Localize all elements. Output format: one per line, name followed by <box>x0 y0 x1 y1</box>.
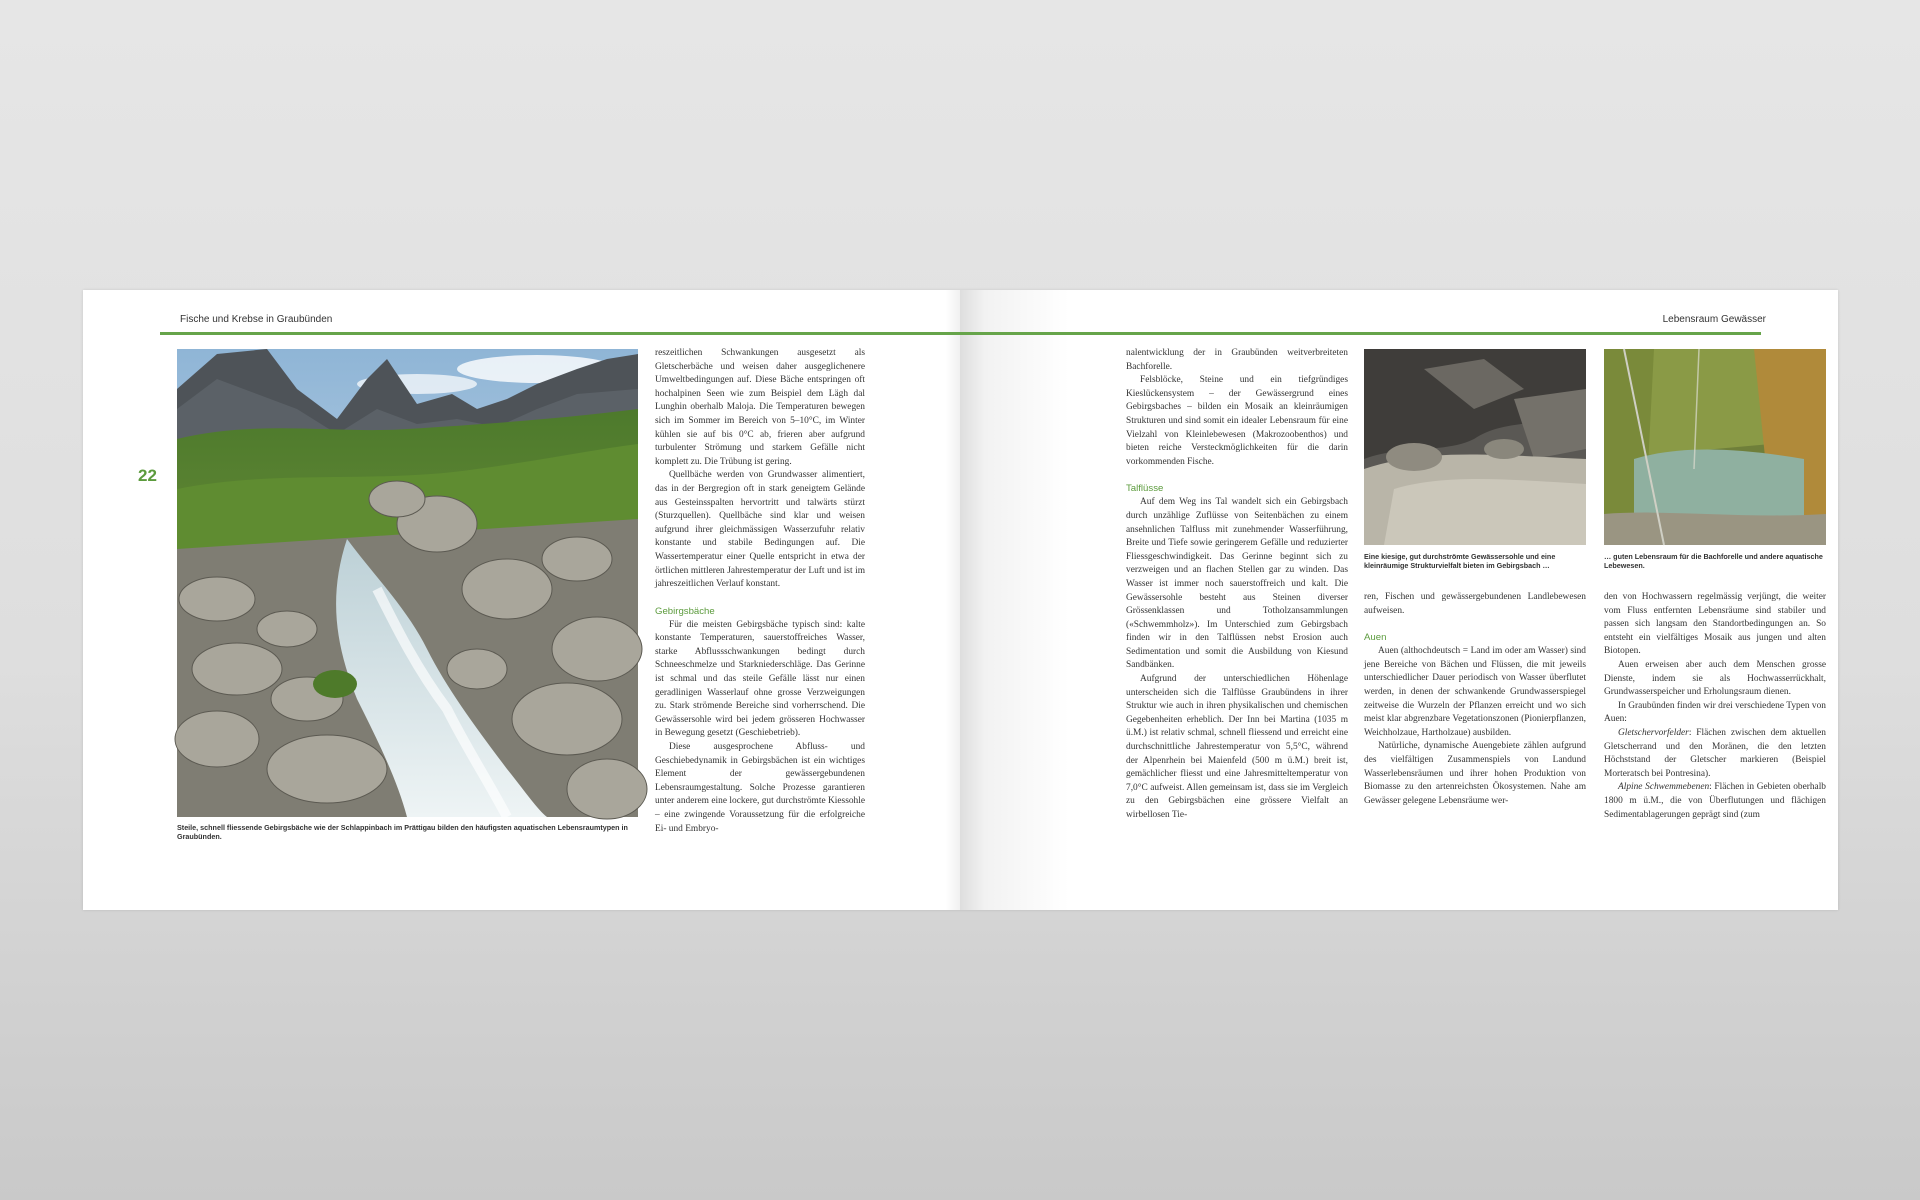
running-head-right: Lebensraum Gewässer <box>1662 314 1766 325</box>
term-gletschervorfelder: Gletschervorfelder <box>1618 727 1689 738</box>
paragraph <box>1604 781 1826 822</box>
text-column-right-3 <box>1604 591 1826 827</box>
paragraph: nalentwicklung der in Graubünden weitverbreiteten Bachforelle. <box>1126 348 1348 372</box>
paragraph: In Graubünden finden wir drei verschiedene Typen von Auen: <box>1604 700 1826 725</box>
running-head-left: Fische und Krebse in Graubünden <box>180 314 333 325</box>
definition-text: : Flächen zwischen dem aktuellen Gletscherrand und den Moränen, die den letzten Höchststand der Gletscher markieren (Beispiel Morteratsch bei Pontresina). <box>1604 727 1826 779</box>
paragraph: Natürliche, dynamische Auengebiete zählen aufgrund des vielfältigen Zusammenspiels von Landund Wasserlebensräumen und ihrer hohen Produktion von Biomasse zu den artenreichsten Ökosystemen. Nahe am Gewässer gelegene Lebensräume wer- <box>1364 741 1586 806</box>
heading-auen: Auen <box>1364 632 1387 644</box>
page-number-left: 22 <box>138 466 157 485</box>
paragraph: Aufgrund der unterschiedlichen Höhenlage unterscheiden sich die Talflüsse Graubündens in ihrer Struktur wie auch in ihren physikalischen und chemischen Gegebenheiten erheblich. Der Inn bei Martina (1035 m ü.M.) ist relativ schmal, schnell fliessend und erreicht eine durchschnittliche Jahrestemperatur von 5,5°C, während der Alpenrhein bei Maienfeld (500 m ü.M.) breit ist, gemächlicher fliesst und eine Jahresmitteltemperatur von 7,0°C aufweist. Allen gemeinsam ist, dass sie im Vergleich zu den Gebirgsbächen eine grössere Vielfalt an wirbellosen Tie- <box>1126 674 1348 820</box>
text-column-left <box>655 347 865 834</box>
paragraph: Diese ausgesprochene Abfluss- und Geschiebedynamik in Gebirgsbächen ist ein wichtiges Element der gewässergebundenen Lebensraumgestaltung. Solche Prozesse garantieren unter anderem eine lockere, gut durchströmte Kiessohle – eine zwingende Voraussetzung für die erfolgreiche Ei- und Embryo- <box>655 742 865 834</box>
gutter-shadow <box>945 290 960 910</box>
paragraph: ren, Fischen und gewässergebundenen Landlebewesen aufweisen. <box>1364 592 1586 616</box>
heading-gebirgsbaeche: Gebirgsbäche <box>655 605 715 617</box>
paragraph: Auen erweisen aber auch dem Menschen grosse Dienste, indem sie als Hochwasserrückhalt, Grundwasserspeicher und Erholungsraum dienen. <box>1604 659 1826 698</box>
mountain-stream-photo-icon <box>177 349 638 817</box>
paragraph: Für die meisten Gebirgsbäche typisch sind: kalte konstante Temperaturen, sauerstoffreiches Wasser, starke Abflussschwankungen bedingt durch Schneeschmelze und Starkniederschläge. Das Gerinne ist schmal und das steile Gefälle lässt nur einen geradlinigen Wasserlauf ohne grosse Verzweigungen zu. Stark strömende Bereiche sind vorherrschend. Die Gewässersohle wird bei jedem grösseren Hochwasser in Bewegung gesetzt (Geschiebetrieb). <box>655 619 865 739</box>
term-alpine-schwemmebenen: Alpine Schwemmebenen <box>1618 782 1710 793</box>
book-spread <box>83 290 1838 910</box>
paragraph: Quellbäche werden von Grundwasser alimentiert, das in der Bergregion oft in stark geneigtem Gelände aus Gesteinsspalten hervortritt und talwärts stürzt (Sturzquellen). Quellbäche sind klar und weisen aufgrund ihrer gleichmässigen Wasserzufuhr relativ konstante und stabile Bedingungen auf. Die Wassertemperatur einer Quelle entspricht in etwa der örtlichen mittleren Jahrestemperatur der Luft und ist im jahreszeitlichen Verlauf konstant. <box>655 470 865 590</box>
left-page <box>83 290 960 910</box>
gravel-streambed-photo <box>1364 349 1586 545</box>
mountain-stream-photo <box>177 349 638 817</box>
heading-talfluesse: Talflüsse <box>1126 483 1164 495</box>
paragraph: den von Hochwassern regelmässig verjüngt, die weiter vom Fluss entfernten Lebensräume sind stabiler und passen sich langsam den Standortbedingungen an. So entsteht ein vielfältiges Mosaik aus jungen und alten Biotopen. <box>1604 592 1826 657</box>
header-rule <box>160 332 1761 335</box>
photo-caption-right-1: Eine kiesige, gut durchströmte Gewässersohle und eine kleinräumige Strukturvielfalt bieten im Gebirgsbach … <box>1364 552 1556 570</box>
definition-text: : Flächen in Gebieten oberhalb 1800 m ü.M., die von Überflutungen und flächigen Sedimentablagerungen geprägt sind (zum <box>1604 782 1826 820</box>
paragraph: Auf dem Weg ins Tal wandelt sich ein Gebirgsbach durch unzählige Zuflüsse von Seitenbächen zu einem ansehnlichen Talfluss mit zunehmender Wasserführung, Breite und Tiefe sowie geringerem Gefälle und reduzierter Fliessgeschwindigkeit. Das Gerinne beginnt sich zu verzweigen und an flachen Stellen gar zu winden. Das Wasser ist immer noch sauerstoffreich und kalt. Die Gewässersohle besteht aus Steinen diverser Grössenklassen und Totholzansammlungen («Schwemmholz»). Im Unterschied zum Gebirgsbach finden wir in den Talflüssen nebst Erosion auch Sedimentation und somit die Ausbildung von Kiesund Sandbänken. <box>1126 497 1348 671</box>
right-page <box>960 290 1838 910</box>
paragraph: Felsblöcke, Steine und ein tiefgründiges Kieslückensystem – der Gewässergrund eines Gebirgsbaches – bilden ein Mosaik an kleinräumigen Strukturen und sind somit ein idealer Lebensraum für eine Vielzahl von Kleinlebewesen (Makrozoobenthos) und bieten reiche Versteckmöglichkeiten für die darin vorkommenden Fische. <box>1126 375 1348 467</box>
paragraph: reszeitlichen Schwankungen ausgesetzt als Gletscherbäche und weisen daher ausgeglichenere Umweltbedingungen auf. Diese Bäche entspringen oft hochalpinen Seen wie zum Beispiel dem Lägh dal Lunghin oberhalb Maloja. Die Temperaturen bewegen sich im Sommer im Bereich von 5–10°C, im Winter kühlen sie auf bis 0°C ab, frieren aber aufgrund turbulenter Strömung und starkem Gefälle nicht komplett zu. Die Trübung ist gering. <box>655 348 865 467</box>
forest-stream-photo <box>1604 349 1826 545</box>
text-column-right-2 <box>1364 591 1586 827</box>
paragraph: Auen (althochdeutsch = Land im oder am Wasser) sind jene Bereiche von Bächen und Flüssen, die mit jeweils unterschiedlicher Dauer periodisch von Wasser überflutet werden, in denen der schwankende Grundwasserspiegel zeitweise die Wurzeln der Pflanzen erreicht und wo sich meist klar abgrenzbare Vegetationszonen (Pionierpflanzen, Weichholzaue, Hartholzaue) ausbilden. <box>1364 646 1586 738</box>
photo-caption-left: Steile, schnell fliessende Gebirgsbäche wie der Schlappinbach im Prättigau bilden den häufigsten aquatischen Lebensraumtypen in Graubünden. <box>177 823 628 841</box>
gravel-streambed-photo-icon <box>1364 349 1586 545</box>
paragraph <box>1604 727 1826 781</box>
photo-caption-right-2: … guten Lebensraum für die Bachforelle und andere aquatische Lebewesen. <box>1604 552 1823 570</box>
forest-stream-photo-icon <box>1604 349 1826 545</box>
text-column-right-1 <box>1126 347 1348 827</box>
